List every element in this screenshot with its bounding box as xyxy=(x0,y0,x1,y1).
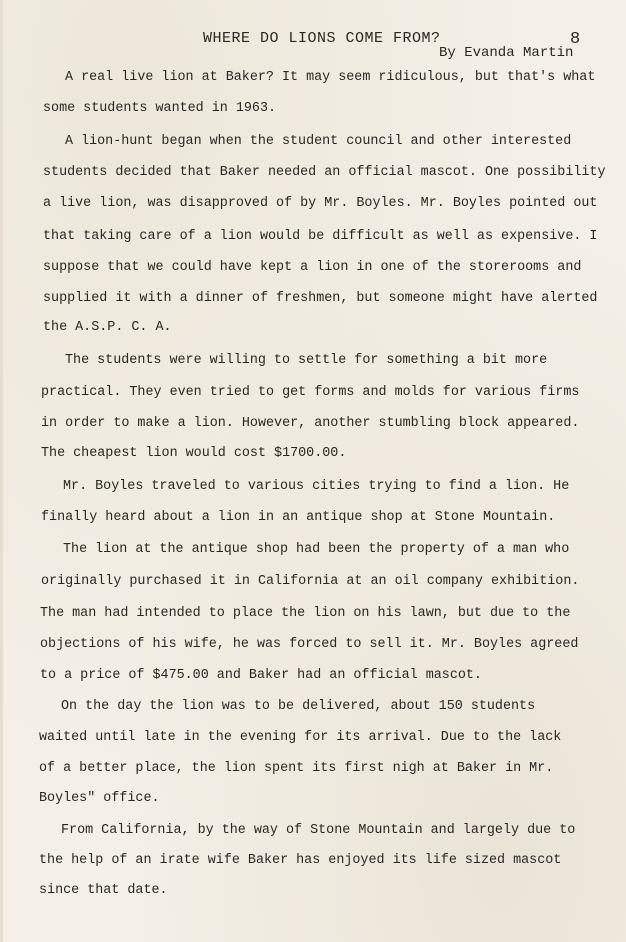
text-line: The students were willing to settle for something a bit more xyxy=(65,353,548,368)
text-line: Mr. Boyles traveled to various cities trying to find a lion. He xyxy=(63,479,570,494)
text-line: objections of his wife, he was forced to sell it. Mr. Boyles agreed xyxy=(40,637,579,652)
text-line: A lion-hunt began when the student council and other interested xyxy=(65,134,572,149)
text-line: Boyles" office. xyxy=(39,791,160,806)
text-line: a live lion, was disapproved of by Mr. Boyles. Mr. Boyles pointed out xyxy=(43,196,598,211)
text-line: that taking care of a lion would be difficult as well as expensive. I xyxy=(43,229,598,244)
text-line: The man had intended to place the lion on his lawn, but due to the xyxy=(40,606,571,621)
text-line: the help of an irate wife Baker has enjoyed its life sized mascot xyxy=(39,853,562,868)
text-line: waited until late in the evening for its arrival. Due to the lack xyxy=(39,730,562,745)
author-byline: By Evanda Martin xyxy=(439,45,574,61)
text-line: finally heard about a lion in an antique shop at Stone Mountain. xyxy=(41,510,556,525)
text-line: of a better place, the lion spent its first nigh at Baker in Mr. xyxy=(39,761,554,776)
text-line: originally purchased it in California at an oil company exhibition. xyxy=(41,574,580,589)
article-title: WHERE DO LIONS COME FROM? xyxy=(203,30,441,47)
text-line: some students wanted in 1963. xyxy=(43,101,277,116)
text-line: On the day the lion was to be delivered, about 150 students xyxy=(61,699,536,714)
page-number: 8 xyxy=(570,30,581,49)
text-line: practical. They even tried to get forms and molds for various firms xyxy=(41,385,580,400)
text-line: students decided that Baker needed an official mascot. One possibility xyxy=(43,165,606,180)
text-line: From California, by the way of Stone Mountain and largely due to xyxy=(61,823,576,838)
text-line: suppose that we could have kept a lion in one of the storerooms and xyxy=(43,260,582,275)
text-line: the A.S.P. C. A. xyxy=(43,320,172,335)
text-line: in order to make a lion. However, another stumbling block appeared. xyxy=(41,416,580,431)
text-line: The lion at the antique shop had been the property of a man who xyxy=(63,542,570,557)
text-line: The cheapest lion would cost $1700.00. xyxy=(41,446,347,461)
text-line: supplied it with a dinner of freshmen, but someone might have alerted xyxy=(43,291,598,306)
text-line: since that date. xyxy=(39,883,168,898)
text-line: A real live lion at Baker? It may seem ridiculous, but that's what xyxy=(65,70,596,85)
text-line: to a price of $475.00 and Baker had an official mascot. xyxy=(40,668,482,683)
